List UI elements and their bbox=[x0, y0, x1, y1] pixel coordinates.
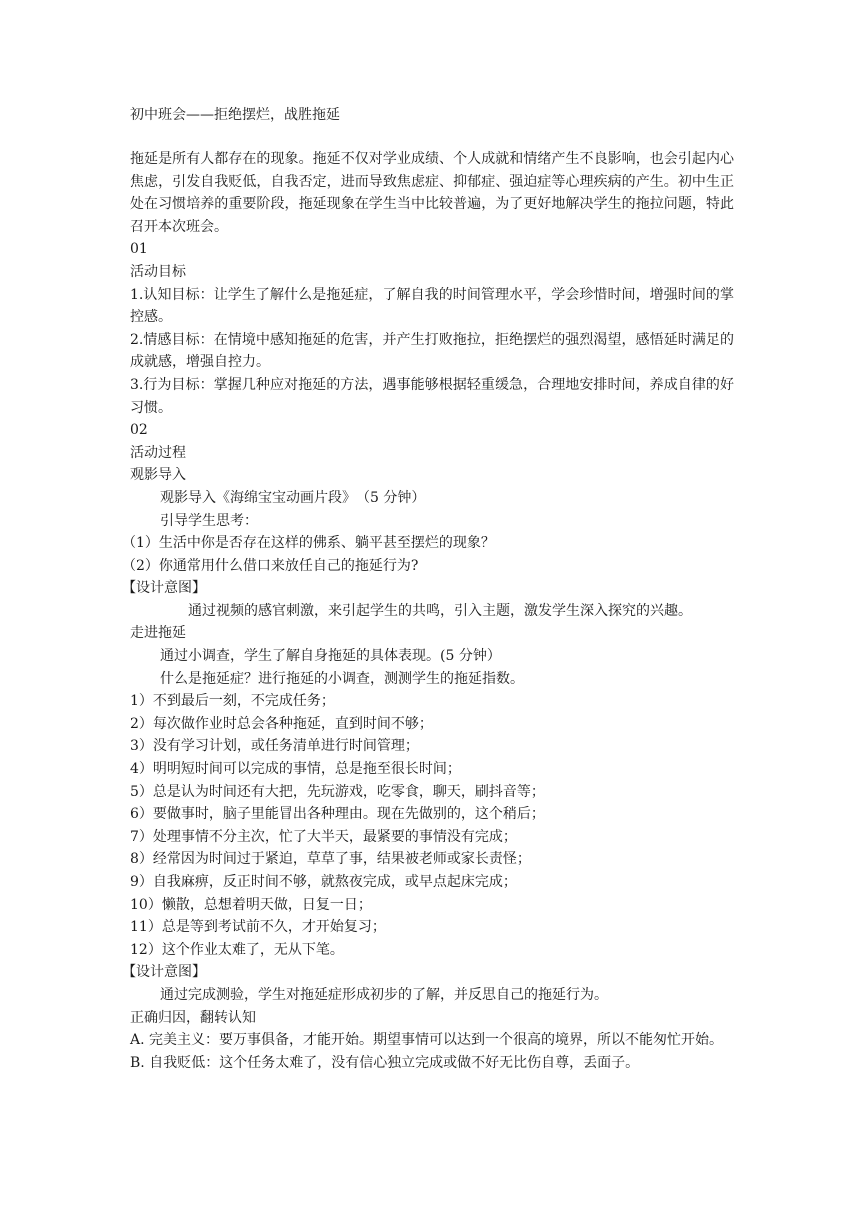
design-intent-label: 【设计意图】 bbox=[122, 964, 206, 981]
activity-line: 通过小调查，学生了解自身拖延的具体表现。(5 分钟） bbox=[160, 648, 501, 665]
survey-item: 3）没有学习计划，或任务清单进行时间管理； bbox=[130, 738, 419, 755]
section-heading: 活动目标 bbox=[130, 263, 186, 280]
subsection-heading: 观影导入 bbox=[130, 467, 186, 484]
survey-item: 10）懒散，总想着明天做，日复一日； bbox=[130, 896, 372, 913]
question-item: （1）生活中你是否存在这样的佛系、躺平甚至摆烂的现象？ bbox=[122, 535, 495, 552]
activity-line: 观影导入《海绵宝宝动画片段》 （5 分钟） bbox=[160, 489, 426, 506]
cause-item: A. 完美主义：要万事俱备，才能开始。期望事情可以达到一个很高的境界，所以不能匆忙开始。 bbox=[130, 1032, 724, 1049]
survey-item: 8）经常因为时间过于紧迫，草草了事，结果被老师或家长责怪； bbox=[130, 851, 531, 868]
subsection-heading: 走进拖延 bbox=[130, 625, 186, 642]
goal-item: 3.行为目标：掌握几种应对拖延的方法，遇事能够根据轻重缓急，合理地安排时间，养成自律的好习惯。 bbox=[130, 376, 734, 416]
section-number: 02 bbox=[130, 422, 148, 439]
design-intent-text: 通过视频的感官刺激，来引起学生的共鸣，引入主题，激发学生深入探究的兴趣。 bbox=[188, 602, 692, 619]
activity-line: 什么是拖延症？进行拖延的小调查，测测学生的拖延指数。 bbox=[160, 670, 524, 687]
section-number: 01 bbox=[130, 241, 148, 258]
question-item: （2）你通常用什么借口来放任自己的拖延行为? bbox=[122, 557, 419, 574]
survey-item: 4）明明短时间可以完成的事情，总是拖至很长时间； bbox=[130, 761, 461, 778]
survey-item: 5）总是认为时间还有大把，先玩游戏，吃零食，聊天，刷抖音等； bbox=[130, 783, 545, 800]
activity-line: 引导学生思考： bbox=[160, 512, 258, 529]
goal-item: 1.认知目标：让学生了解什么是拖延症，了解自我的时间管理水平，学会珍惜时间，增强时间的掌控感。 bbox=[130, 286, 734, 326]
goal-item: 2.情感目标：在情境中感知拖延的危害，并产生打败拖拉，拒绝摆烂的强烈渴望，感悟延时满足的成就感，增强自控力。 bbox=[130, 331, 734, 371]
design-intent-label: 【设计意图】 bbox=[122, 580, 206, 597]
design-intent-text: 通过完成测验，学生对拖延症形成初步的了解，并反思自己的拖延行为。 bbox=[160, 986, 608, 1003]
survey-list bbox=[130, 690, 734, 961]
intro-paragraph: 拖延是所有人都存在的现象。拖延不仅对学业成绩、个人成就和情绪产生不良影响，也会引起内心焦虑，引发自我贬低，自我否定，进而导致焦虑症、抑郁症、强迫症等心理疾病的产生。初中生正处在习惯培养的重要阶段，拖延现象在学生当中比较普遍，为了更好地解决学生的拖拉问题，特此召开本次班会。 bbox=[130, 151, 734, 235]
cause-item: B. 自我贬低：这个任务太难了，没有信心独立完成或做不好无比伤自尊，丢面子。 bbox=[130, 1054, 640, 1071]
survey-item: 2）每次做作业时总会各种拖延，直到时间不够； bbox=[130, 715, 433, 732]
section-heading: 活动过程 bbox=[130, 444, 186, 461]
survey-item: 11）总是等到考试前不久，才开始复习； bbox=[130, 919, 386, 936]
blank-line bbox=[130, 126, 734, 148]
document-title: 初中班会——拒绝摆烂，战胜拖延 bbox=[130, 107, 340, 123]
subsection-heading: 正确归因，翻转认知 bbox=[130, 1009, 256, 1026]
survey-item: 12）这个作业太难了，无从下笔。 bbox=[130, 941, 344, 958]
document-body bbox=[122, 104, 734, 1074]
survey-item: 1）不到最后一刻，不完成任务； bbox=[130, 693, 335, 710]
survey-item: 9）自我麻痹，反正时间不够，就熬夜完成，或早点起床完成； bbox=[130, 874, 517, 890]
survey-item: 7）处理事情不分主次，忙了大半天，最紧要的事情没有完成； bbox=[130, 828, 517, 845]
survey-item: 6）要做事时，脑子里能冒出各种理由。现在先做别的，这个稍后； bbox=[130, 806, 545, 823]
